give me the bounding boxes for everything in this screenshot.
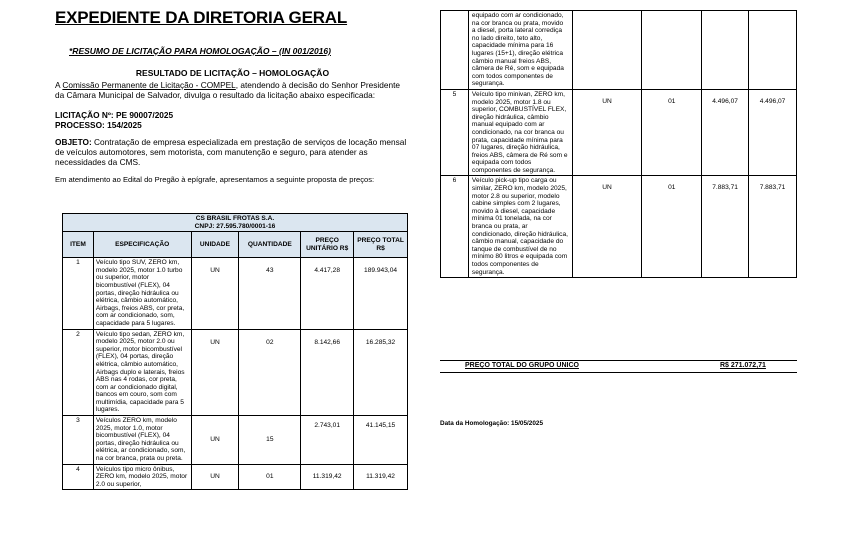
col-total-header: PREÇO TOTAL R$: [354, 232, 408, 258]
left-column: [55, 8, 410, 193]
item-unit: UN: [191, 329, 239, 416]
item-unit: UN: [191, 416, 239, 465]
group-total-label: PREÇO TOTAL DO GRUPO ÚNICO: [465, 362, 579, 369]
item-unit-price: 11.319,42: [301, 464, 354, 490]
intro-paragraph: [55, 80, 410, 100]
item-total: 189.943,04: [354, 258, 408, 329]
item-unit-price: 4.417,28: [301, 258, 354, 329]
item-unit-price: 2.743,01: [301, 416, 354, 465]
item-qty: 01: [642, 89, 702, 176]
col-unit-price-header: PREÇO UNITÁRIO R$: [301, 232, 354, 258]
item-total: 11.319,42: [354, 464, 408, 490]
item-unit: UN: [191, 464, 239, 490]
item-spec: Veículo tipo minivan, ZERO km, modelo 2025, motor 1.8 ou superior, COMBUSTÍVEL FLEX, direção hidráulica, câmbio manual equipado com ar condicionado, na cor branca ou prata, capacidade mínima para 07 lugares, direção hidráulica, freios ABS, câmera de Ré som e equipada com todos componentes de segurança.: [468, 89, 572, 176]
col-item-header: ITEM: [63, 232, 94, 258]
table-row: [63, 258, 408, 329]
item-unit-price-empty: [702, 11, 749, 90]
item-unit-price: 7.883,71: [702, 176, 749, 278]
atendimento-text: Em atendimento ao Edital do Pregão à epígrafe, apresentamos a seguinte proposta de preços:: [55, 175, 375, 185]
item-spec: Veículo tipo sedan, ZERO km, modelo 2025, motor 2.0 ou superior, motor bicombustível (FLEX), 04 portas, direção elétrica, câmbio automático, Airbags duplo e laterais, freios ABS nas 4 rodas, cor preta, com ar condicionado digital, bancos em couro, som com multimídia, capacidade para 5 lugares.: [93, 329, 191, 416]
item-total: 41.145,15: [354, 416, 408, 465]
item-spec: Veículos tipo micro ônibus, ZERO km, modelo 2025, motor 2.0 ou superior,: [93, 464, 191, 490]
col-qty-header: QUANTIDADE: [239, 232, 301, 258]
item-number-empty: [441, 11, 469, 90]
table-row: [441, 89, 797, 176]
item-number: 5: [441, 89, 469, 176]
item-qty: 02: [239, 329, 301, 416]
item-total: 16.285,32: [354, 329, 408, 416]
item-qty: 43: [239, 258, 301, 329]
item-number: 6: [441, 176, 469, 278]
licitacao-number: LICITAÇÃO Nº: PE 90007/2025: [55, 110, 174, 120]
item-spec: Veículos ZERO km, modelo 2025, motor 1.0, motor bicombustível (FLEX), 04 portas, direção hidráulica ou elétrica, ar condicionado, som, na cor branca, prata ou preta.: [93, 416, 191, 465]
item-spec: Veículo pick-up tipo carga ou similar, ZERO km, modelo 2025, motor 2.8 ou superior, modelo cabine simples com 2 lugares, movido à diesel, capacidade mínima 01 tonelada, na cor branca ou prata, ar condicionado, direção hidráulica, câmbio manual, capacidade do tanque de combustível de no mínimo 80 litros e equipada com todos componentes de segurança.: [468, 176, 572, 278]
item-number: 4: [63, 464, 94, 490]
intro-prefix: A: [55, 80, 63, 90]
item-spec: Veículo tipo SUV, ZERO km, modelo 2025, motor 1.0 turbo ou superior, motor bicombustível (FLEX), 04 portas, direção hidráulica ou elétrica, câmbio automático, Airbags, freios ABS, cor preta, com ar condicionado, som, capacidade para 5 lugares.: [93, 258, 191, 329]
item-unit-price: 8.142,66: [301, 329, 354, 416]
homologation-date: Data da Homologação: 15/05/2025: [440, 420, 544, 427]
objeto-label: OBJETO:: [55, 137, 92, 147]
objeto-text: Contratação de empresa especializada em prestação de serviços de locação mensal de veículos automotores, sem motorista, com manutenção e seguro, para atender as necessidades da CMS.: [55, 137, 407, 167]
objeto-paragraph: [55, 137, 410, 167]
licitacao-block: [55, 110, 410, 130]
table-row: [63, 464, 408, 490]
item-unit-price: 4.496,07: [702, 89, 749, 176]
column-header-row: [63, 232, 408, 258]
item-qty: 01: [642, 176, 702, 278]
result-title: RESULTADO DE LICITAÇÃO – HOMOLOGAÇÃO: [135, 68, 330, 78]
item-unit-empty: [572, 11, 642, 90]
intro-rest: , atendendo à decisão do Senhor Presidente da Câmara Municipal de Salvador, divulga o resultado da licitação abaixo especificada:: [55, 80, 400, 100]
item-total: 7.883,71: [749, 176, 797, 278]
proposal-table-continued: [440, 10, 797, 278]
table-row: [63, 329, 408, 416]
table-row: [441, 176, 797, 278]
table-row: [441, 11, 797, 90]
col-spec-header: ESPECIFICAÇÃO: [93, 232, 191, 258]
item-number: 2: [63, 329, 94, 416]
item-number: 1: [63, 258, 94, 329]
item-qty-empty: [642, 11, 702, 90]
item-unit: UN: [572, 89, 642, 176]
company-name: CS BRASIL FROTAS S.A.: [195, 215, 275, 222]
page-title: EXPEDIENTE DA DIRETORIA GERAL: [55, 8, 348, 27]
item-unit: UN: [191, 258, 239, 329]
item-total: 4.496,07: [749, 89, 797, 176]
item-total-empty: [749, 11, 797, 90]
proposal-table: [62, 213, 408, 490]
table-row: [63, 416, 408, 465]
item-unit: UN: [572, 176, 642, 278]
company-header: [63, 214, 408, 232]
item-qty: 15: [239, 416, 301, 465]
committee-name: Comissão Permanente de Licitação - COMPEL: [62, 80, 236, 90]
group-total-row: [440, 360, 797, 373]
col-unit-header: UNIDADE: [191, 232, 239, 258]
processo-number: PROCESSO: 154/2025: [55, 120, 142, 130]
company-header-row: [63, 214, 408, 232]
item-qty: 01: [239, 464, 301, 490]
item-number: 3: [63, 416, 94, 465]
company-cnpj: CNPJ: 27.595.780/0001-16: [194, 222, 276, 230]
group-total-value: R$ 271.072,71: [720, 362, 766, 369]
summary-subtitle: *RESUMO DE LICITAÇÃO PARA HOMOLOGAÇÃO – (IN 001/2016): [69, 46, 331, 56]
item-spec-continued: equipado com ar condicionado, na cor branca ou prata, movido a diesel, porta lateral corrediça no lado direito, teto alto, capacidade mínima para 16 lugares (15+1), direção elétrica câmbio manual freios ABS, câmera de Ré, som e equipada com todos componentes de segurança.: [468, 11, 572, 90]
